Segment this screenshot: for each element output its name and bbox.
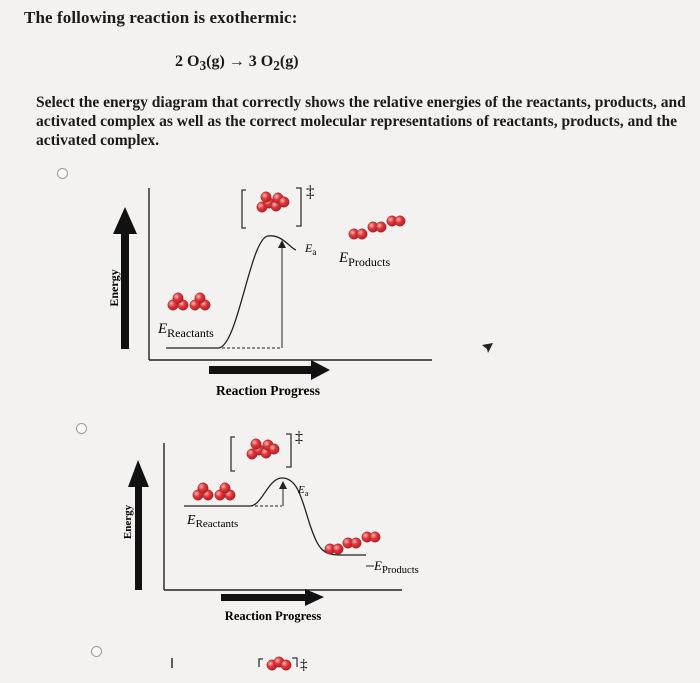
progress-arrow-shaft [221, 594, 307, 601]
product-phase: (g) [279, 53, 299, 70]
activated-complex [247, 439, 279, 459]
coef-product: 3 [248, 53, 257, 70]
reactant-ozone-1 [193, 483, 213, 500]
reactant-subscript: 3 [199, 58, 207, 74]
question-prompt: Select the energy diagram that correctly shows the relative energies of the reactants, products, and activated complex as well as the correct molecular representations of reactants, products, and the activated complex. [36, 94, 686, 149]
complex-bracket-right [296, 188, 301, 226]
progress-arrow-head [311, 360, 330, 380]
question-intro: The following reaction is exothermic: [24, 8, 298, 27]
mouse-cursor-icon [482, 343, 494, 355]
energy-curve [184, 478, 366, 555]
reactant-ozone-2 [190, 293, 210, 310]
energy-axis-arrow-head [128, 460, 149, 487]
ea-label: $E_a$ [305, 241, 317, 257]
dagger-symbol: ‡ [295, 429, 303, 446]
e-products-label: $E_{Products}$ [339, 250, 391, 269]
e-reactants-label: $E_{Reactants}$ [187, 513, 239, 530]
e-reactants-label: $E_{Reactants}$ [158, 321, 214, 340]
option-2-diagram [122, 429, 419, 623]
energy-axis-arrow-shaft [135, 485, 142, 590]
progress-axis-label: Reaction Progress [224, 609, 322, 623]
reaction-arrow: → [228, 53, 245, 70]
product-subscript: 2 [273, 58, 280, 74]
complex-bracket-right [292, 658, 297, 667]
complex-bracket-left [231, 437, 235, 471]
reactant-phase: (g) [206, 53, 225, 70]
ea-label: $E_a$ [298, 484, 309, 498]
activated-complex [257, 192, 289, 212]
product-dioxygen-1 [349, 229, 367, 239]
option-3-diagram [172, 657, 308, 673]
ea-arrow-head [279, 481, 287, 489]
progress-axis-label: Reaction Progress [215, 383, 321, 398]
progress-arrow-head [305, 589, 324, 606]
energy-axis-label: Energy [122, 504, 134, 540]
progress-arrow-shaft [209, 366, 313, 374]
energy-axis-arrow-shaft [121, 232, 129, 349]
complex-bracket-left [259, 659, 263, 667]
dagger-symbol: ‡ [306, 182, 315, 201]
complex-bracket-right [286, 434, 291, 467]
energy-axis-label: Energy [107, 269, 121, 307]
e-products-label: $E_{Products}$ [374, 558, 419, 576]
reactant-formula: O [187, 53, 200, 70]
complex-bracket-left [242, 190, 246, 228]
product-formula: O [260, 53, 274, 70]
activated-complex [267, 657, 291, 670]
product-dioxygen-3 [387, 216, 405, 226]
coef-reactant: 2 [175, 53, 183, 70]
product-dioxygen-2 [343, 538, 361, 548]
product-dioxygen-1 [325, 544, 343, 554]
product-dioxygen-2 [368, 222, 386, 232]
product-dioxygen-3 [362, 532, 380, 542]
energy-axis-arrow-head [113, 207, 137, 234]
reactant-ozone-2 [215, 483, 235, 500]
dagger-symbol: ‡ [300, 657, 308, 673]
option-1-diagram [107, 182, 432, 398]
reactant-ozone-1 [168, 293, 188, 310]
